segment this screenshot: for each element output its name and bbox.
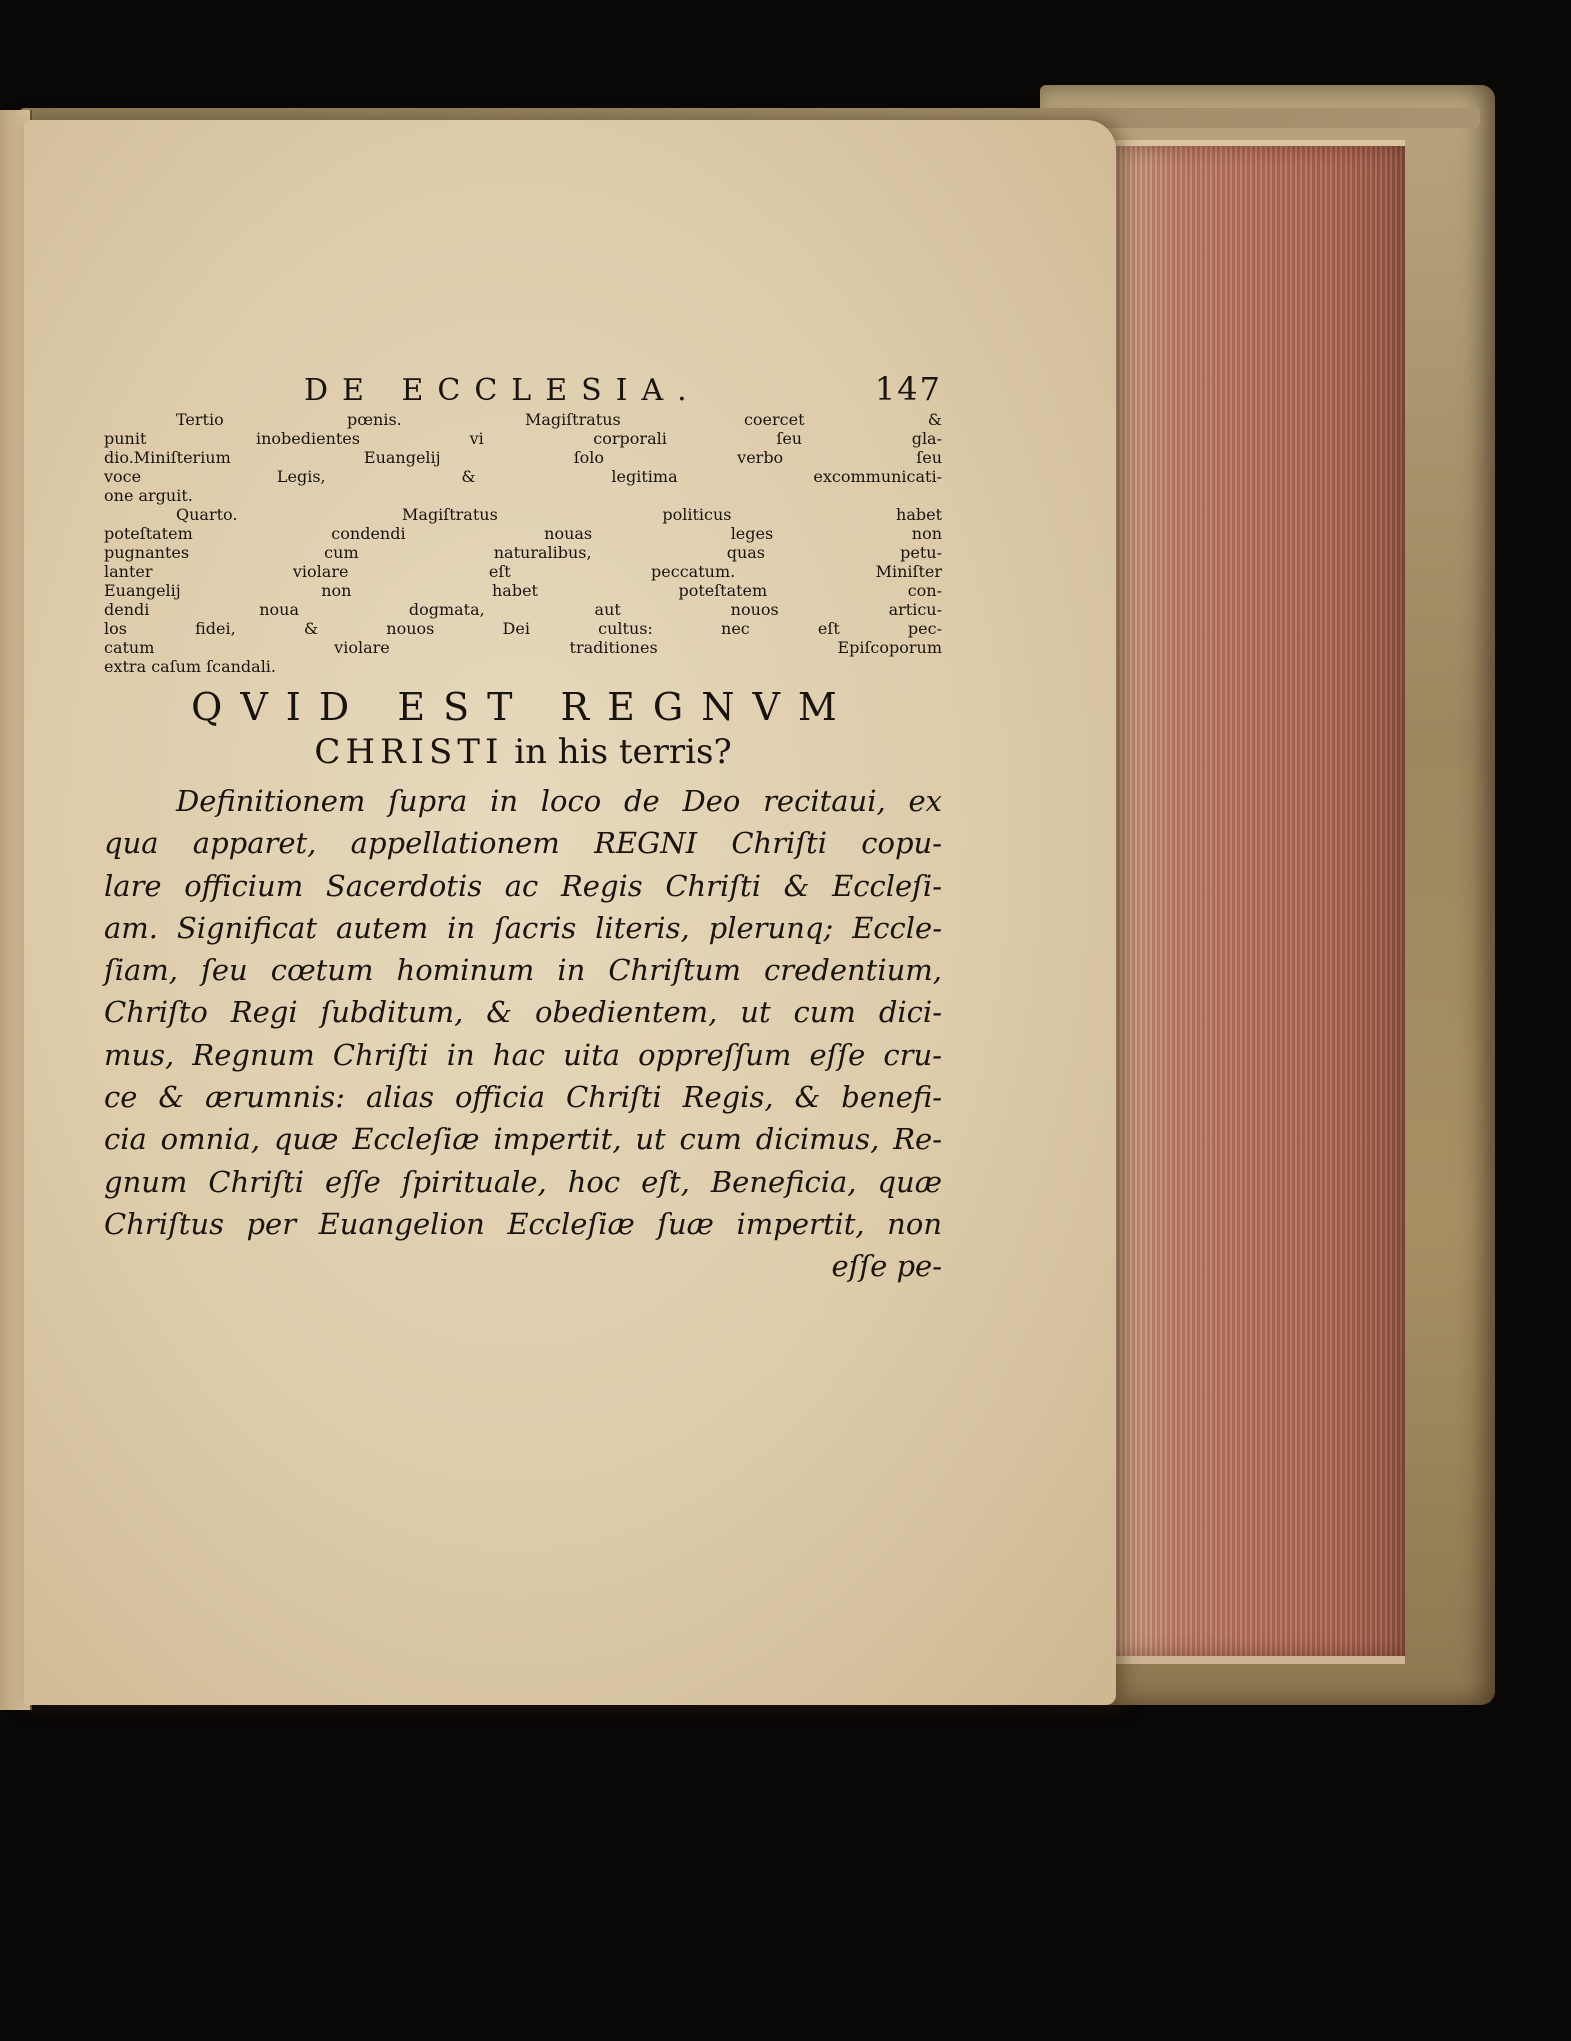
paragraph-1: [104, 410, 942, 505]
section-subheading: [104, 730, 942, 774]
text-line: mus, Regnum Chriſti in hac uita oppreſſum eſſe cru-: [104, 1037, 942, 1072]
book-page: [24, 120, 1116, 1705]
page-fore-edge: [1105, 140, 1405, 1664]
text-line: ſiam, ſeu cœtum hominum in Chriſtum credentium,: [104, 953, 942, 988]
running-header: [104, 370, 942, 408]
text-line: lare officium Sacerdotis ac Regis Chriſti & Eccleſi-: [104, 868, 942, 903]
paragraph-2: [104, 505, 942, 676]
heading-rest: in his terris?: [503, 732, 732, 772]
text-line: punit inobedientes vi corporali ſeu gla-: [104, 429, 942, 448]
text-line: am. Significat autem in ſacris literis, plerunq; Eccle-: [104, 910, 942, 945]
text-line: voce Legis, & legitima excommunicati-: [104, 467, 942, 486]
heading-caps: CHRISTI: [314, 732, 504, 772]
text-line: one arguit.: [104, 486, 193, 505]
text-line: Chriſto Regi ſubditum, & obedientem, ut cum dici-: [104, 995, 942, 1030]
page-text: [104, 370, 942, 1288]
text-line: Chriſtus per Euangelion Eccleſiæ ſuæ impertit, non: [104, 1206, 942, 1241]
text-line: cia omnia, quæ Eccleſiæ impertit, ut cum dicimus, Re-: [104, 1122, 942, 1157]
text-line: catum violare traditiones Epiſcoporum: [104, 638, 942, 657]
paragraph-3: [104, 780, 942, 1288]
text-line: Tertio pœnis. Magiſtratus coercet &: [176, 410, 942, 429]
text-line: extra caſum ſcandali.: [104, 657, 277, 676]
folio-number: 147: [874, 370, 942, 408]
text-line: poteſtatem condendi nouas leges non: [104, 524, 942, 543]
text-line: Quarto. Magiſtratus politicus habet: [176, 505, 942, 524]
text-line: dendi noua dogmata, aut nouos articu-: [104, 600, 942, 619]
text-line: dio.Miniſterium Euangelij ſolo verbo ſeu: [104, 448, 942, 467]
text-line: gnum Chriſti eſſe ſpirituale, hoc eſt, Beneficia, quæ: [104, 1164, 942, 1199]
text-line: ce & ærumnis: alias officia Chriſti Regis, & benefi-: [104, 1080, 942, 1115]
running-title: DE ECCLESIA.: [304, 373, 701, 408]
text-line: Euangelij non habet poteſtatem con-: [104, 581, 942, 600]
text-line: lanter violare eſt peccatum. Miniſter: [104, 562, 942, 581]
text-line: qua apparet, appellationem REGNI Chriſti copu-: [104, 826, 942, 861]
text-line: Definitionem ſupra in loco de Deo recitaui, ex: [176, 784, 942, 818]
catchword: eſſe pe-: [831, 1249, 942, 1284]
text-line: los fidei, & nouos Dei cultus: nec eſt pec-: [104, 619, 942, 638]
section-heading: QVID EST REGNVM: [191, 685, 855, 729]
text-line: pugnantes cum naturalibus, quas petu-: [104, 543, 942, 562]
